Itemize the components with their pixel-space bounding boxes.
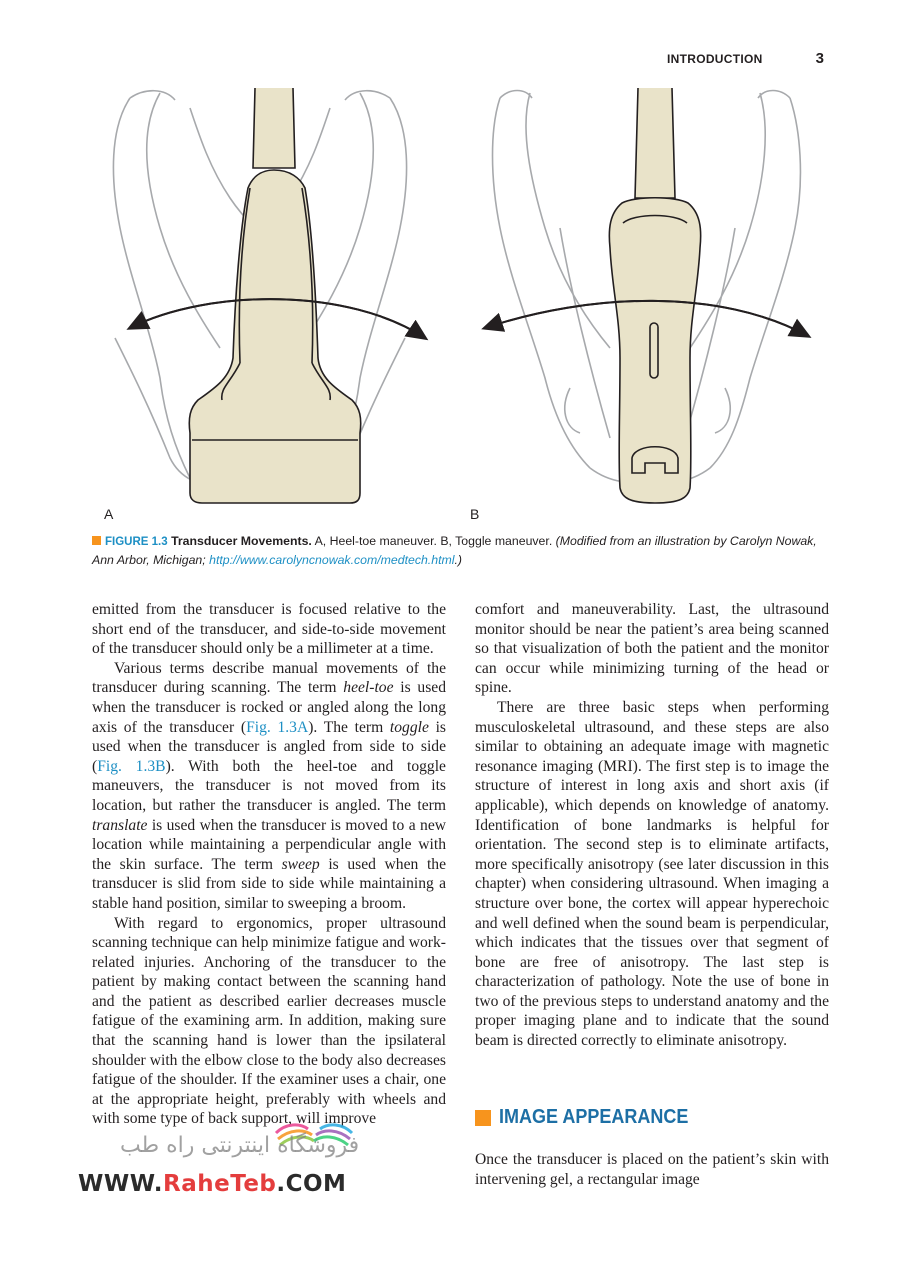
paragraph — [92, 659, 446, 914]
caption-link[interactable]: http://www.carolyncnowak.com/medtech.html — [209, 553, 455, 567]
figure-caption — [92, 532, 830, 569]
figure-title: Transducer Movements. — [171, 534, 312, 548]
heading-marker — [475, 1110, 491, 1126]
heading-text: IMAGE APPEARANCE — [499, 1106, 689, 1128]
caption-credit: (Modified from an illustration by Carolyn Nowak, Ann Arbor, Michigan; — [92, 534, 817, 567]
paragraph: comfort and maneuverability. Last, the ultrasound monitor should be near the patient’s area being scanned so that visualization of both the patient and the monitor can occur while minimizing turning of the head or spine. — [475, 601, 829, 697]
panel-label-a: A — [104, 506, 114, 522]
paragraph: Once the transducer is placed on the patient’s skin with intervening gel, a rectangular image — [475, 1151, 829, 1188]
section-heading — [475, 1107, 829, 1133]
caption-text: A, Heel-toe maneuver. B, Toggle maneuver. — [311, 534, 556, 548]
figure-1-3 — [90, 88, 830, 528]
section-title: INTRODUCTION — [667, 52, 763, 66]
watermark-logo — [76, 1115, 456, 1225]
text-run: ). With both the heel-toe and toggle maneuvers, the transducer is not moved from its location, but rather the transducer is angled. The term — [92, 757, 446, 814]
running-header — [660, 50, 830, 70]
watermark-text — [78, 1171, 346, 1197]
watermark-www: WWW. — [78, 1171, 163, 1197]
text-run: ). The term — [308, 718, 390, 736]
paragraph: emitted from the transducer is focused relative to the short end of the transducer, and side-to-side movement of the transducer should only be a millimeter at a time. — [92, 601, 446, 658]
text-run: is used when the transducer is angled from side to side ( — [92, 718, 446, 775]
right-column-continued — [475, 1150, 829, 1189]
text-run: is used when the transducer is slid from side to side while maintaining a stable hand position, similar to sweeping a broom. — [92, 855, 446, 912]
text-run: is used when the transducer is moved to a new location while maintaining a perpendicular angle with the skin surface. The term — [92, 816, 446, 873]
paragraph: With regard to ergonomics, proper ultrasound scanning technique can help minimize fatigue and work-related injuries. Anchoring of the transducer to the patient by making contact between the scanning hand and the patient as described earlier decreases muscle fatigue of the examining arm. In addition, making sure that the scanning hand is lower than the ipsilateral shoulder with the elbow close to the body also decreases fatigue of the shoulder. If the examiner uses a chair, one at the appropriate height, preferably with wheels and with some type of back support, will improve — [92, 914, 446, 1128]
caption-credit-end: .) — [454, 553, 462, 567]
watermark-com: .COM — [276, 1171, 347, 1197]
page-number: 3 — [815, 50, 824, 67]
term-toggle: toggle — [389, 718, 429, 736]
watermark-brand: RaheTeb — [162, 1171, 277, 1197]
text-run: is used when the transducer is rocked or angled along the long axis of the transducer ( — [92, 679, 447, 736]
panel-label-b: B — [470, 506, 480, 522]
transducer-illustration — [90, 88, 830, 528]
term-sweep: sweep — [281, 855, 320, 873]
paragraph: There are three basic steps when performing musculoskeletal ultrasound, and these steps are also similar to obtaining an adequate image with magnetic resonance imaging (MRI). The first step is to image the structure of interest in long axis and short axis (if applicable), which depends on knowledge of anatomy. Identification of bone landmarks is helpful for orientation. The second step is to eliminate artifacts, more specifically anisotropy (see later discussion in this chapter) when considering ultrasound. When imaging a structure over bone, the cortex will appear hyperechoic and well defined when the sound beam is perpendicular, which indicates that the tissues over that segment of bone are free of anisotropy. The last step is characterization of pathology. Note the use of bone in two of the previous steps to understand anatomy and the proper imaging plane and to indicate that the sound beam is directed correctly to eliminate anisotropy. — [475, 698, 829, 1050]
figure-ref-link[interactable]: Fig. 1.3B — [97, 757, 166, 775]
left-column — [92, 600, 446, 1129]
text-run: Various terms describe manual movements of the transducer during scanning. The term — [92, 659, 446, 697]
panel-a-transducer — [189, 88, 360, 503]
panel-b-transducer — [609, 88, 700, 503]
watermark-text-fa: فروشگاه اینترنتی راه طب — [120, 1133, 360, 1158]
figure-label: FIGURE 1.3 — [105, 536, 168, 548]
caption-marker — [92, 536, 101, 545]
term-translate: translate — [92, 816, 148, 834]
term-heel-toe: heel-toe — [343, 679, 394, 697]
figure-ref-link[interactable]: Fig. 1.3A — [246, 718, 309, 736]
right-column — [475, 600, 829, 1051]
